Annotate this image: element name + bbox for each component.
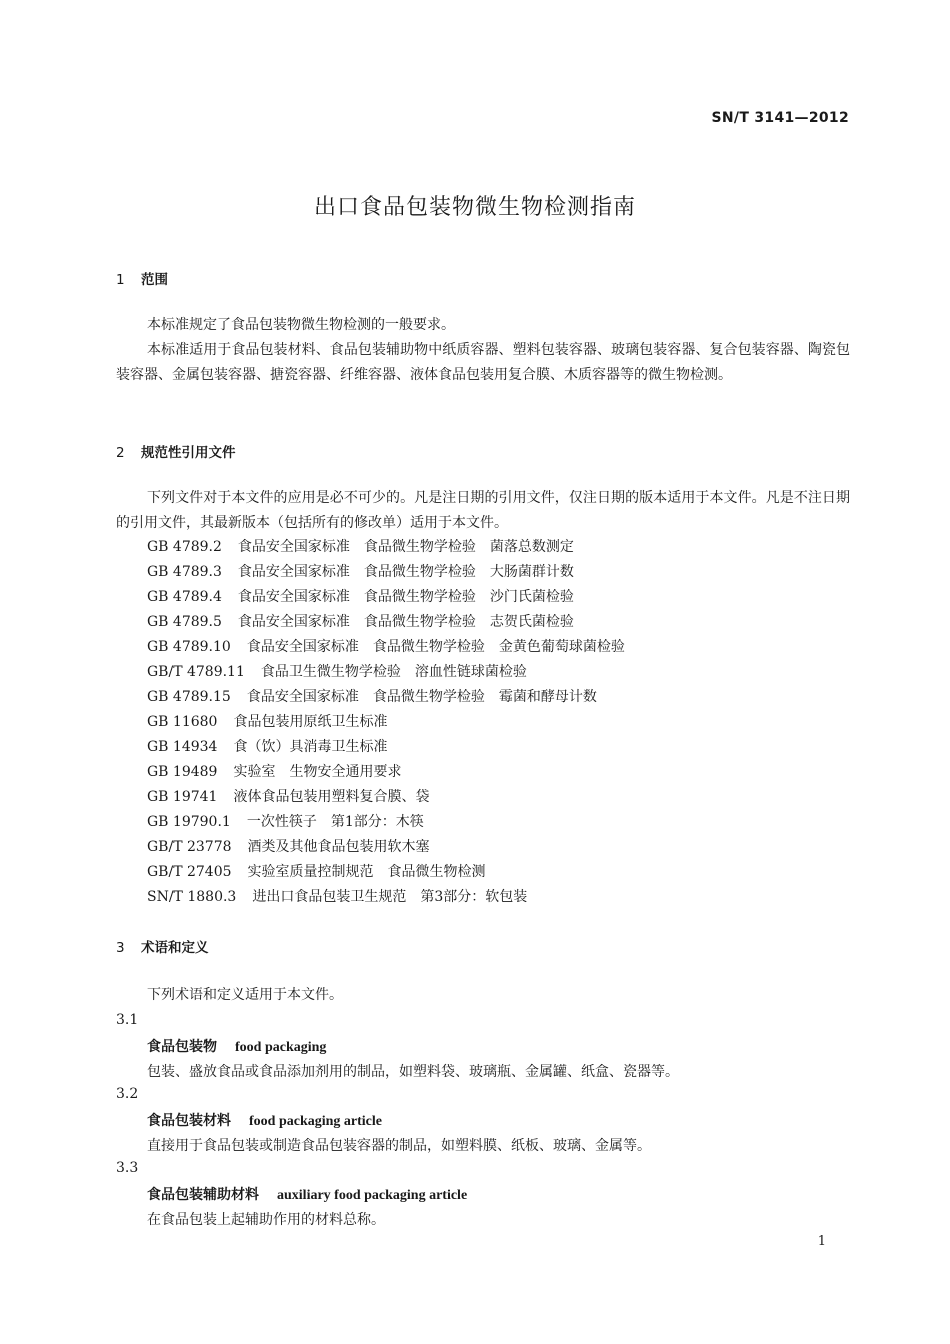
term-definition: 直接用于食品包装或制造食品包装容器的制品，如塑料膜、纸板、玻璃、金属等。	[147, 1138, 651, 1154]
clause-number: 3.1	[116, 1012, 139, 1028]
reference-code: GB 4789.2	[147, 539, 222, 555]
reference-item	[147, 835, 446, 860]
reference-title: 食品安全国家标准 食品微生物学检验 金黄色葡萄球菌检验	[246, 639, 625, 655]
clause-number: 3.3	[116, 1160, 139, 1176]
clause-number: 3.2	[116, 1086, 139, 1102]
reference-item	[147, 635, 641, 660]
reference-title: 食品安全国家标准 食品微生物学检验 大肠菌群计数	[237, 564, 574, 580]
scope-paragraph-2: 本标准适用于食品包装材料、食品包装辅助物中纸质容器、塑料包装容器、玻璃包装容器、复合包装容器、陶瓷包装容器、金属包装容器、搪瓷容器、纤维容器、液体食品包装用复合膜、木质容器等的微生物检测。	[116, 342, 850, 383]
term-zh: 食品包装材料	[147, 1113, 231, 1129]
reference-title: 食（饮）具消毒卫生标准	[233, 739, 388, 755]
section-heading-terms	[116, 936, 209, 956]
reference-code: GB 19790.1	[147, 814, 231, 830]
reference-item	[147, 535, 590, 560]
reference-item	[147, 685, 613, 710]
reference-title: 一次性筷子 第1部分：木筷	[246, 814, 424, 830]
reference-item	[147, 660, 543, 685]
reference-item	[147, 585, 590, 610]
reference-title: 酒类及其他食品包装用软木塞	[247, 839, 430, 855]
section-title: 术语和定义	[141, 940, 209, 956]
term-definition: 在食品包装上起辅助作用的材料总称。	[147, 1212, 385, 1228]
term-zh: 食品包装物	[147, 1039, 217, 1055]
reference-item	[147, 560, 590, 585]
reference-code: GB 14934	[147, 739, 218, 755]
standard-number: SN/T 3141—2012	[711, 110, 849, 126]
reference-code: SN/T 1880.3	[147, 889, 237, 905]
reference-code: GB 4789.10	[147, 639, 231, 655]
reference-title: 实验室质量控制规范 食品微生物检测	[247, 864, 486, 880]
reference-item	[147, 710, 403, 735]
reference-item	[147, 735, 403, 760]
reference-title: 食品安全国家标准 食品微生物学检验 沙门氏菌检验	[237, 589, 574, 605]
term-en: food packaging	[235, 1040, 327, 1055]
reference-title: 食品安全国家标准 食品微生物学检验 志贺氏菌检验	[237, 614, 574, 630]
term-definition: 包装、盛放食品或食品添加剂用的制品，如塑料袋、玻璃瓶、金属罐、纸盒、瓷器等。	[147, 1064, 679, 1080]
section-number: 1	[116, 272, 125, 288]
section-title: 规范性引用文件	[141, 445, 236, 461]
normative-intro: 下列文件对于本文件的应用是必不可少的。凡是注日期的引用文件，仅注日期的版本适用于本文件。凡是不注日期的引用文件，其最新版本（包括所有的修改单）适用于本文件。	[116, 490, 850, 531]
section-title: 范围	[141, 272, 168, 288]
reference-code: GB 4789.5	[147, 614, 222, 630]
section-heading-scope	[116, 268, 168, 288]
reference-title: 食品安全国家标准 食品微生物学检验 菌落总数测定	[237, 539, 574, 555]
reference-item	[147, 785, 445, 810]
reference-title: 食品卫生微生物学检验 溶血性链球菌检验	[260, 664, 527, 680]
term-heading	[147, 1036, 326, 1056]
reference-item	[147, 760, 417, 785]
reference-code: GB 19741	[147, 789, 218, 805]
reference-title: 液体食品包装用塑料复合膜、袋	[233, 789, 430, 805]
term-heading	[147, 1184, 467, 1204]
reference-code: GB/T 23778	[147, 839, 232, 855]
reference-code: GB/T 27405	[147, 864, 232, 880]
term-en: food packaging article	[249, 1114, 382, 1129]
reference-title: 实验室 生物安全通用要求	[233, 764, 402, 780]
scope-paragraph-1: 本标准规定了食品包装物微生物检测的一般要求。	[147, 317, 455, 333]
reference-code: GB 4789.15	[147, 689, 231, 705]
reference-item	[147, 810, 440, 835]
reference-title: 食品包装用原纸卫生标准	[233, 714, 388, 730]
term-heading	[147, 1110, 382, 1130]
reference-title: 进出口食品包装卫生规范 第3部分：软包装	[252, 889, 528, 905]
section-heading-normative	[116, 441, 236, 461]
reference-code: GB 4789.4	[147, 589, 222, 605]
reference-code: GB/T 4789.11	[147, 664, 245, 680]
page-number: 1	[817, 1234, 826, 1249]
reference-item	[147, 860, 502, 885]
section-number: 2	[116, 445, 125, 461]
terms-intro: 下列术语和定义适用于本文件。	[147, 987, 343, 1003]
reference-code: GB 11680	[147, 714, 218, 730]
term-zh: 食品包装辅助材料	[147, 1187, 259, 1203]
page-title: 出口食品包装物微生物检测指南	[313, 195, 636, 220]
section-number: 3	[116, 940, 125, 956]
reference-code: GB 4789.3	[147, 564, 222, 580]
reference-title: 食品安全国家标准 食品微生物学检验 霉菌和酵母计数	[246, 689, 597, 705]
term-en: auxiliary food packaging article	[277, 1188, 468, 1203]
reference-item	[147, 885, 543, 910]
reference-code: GB 19489	[147, 764, 218, 780]
reference-item	[147, 610, 590, 635]
